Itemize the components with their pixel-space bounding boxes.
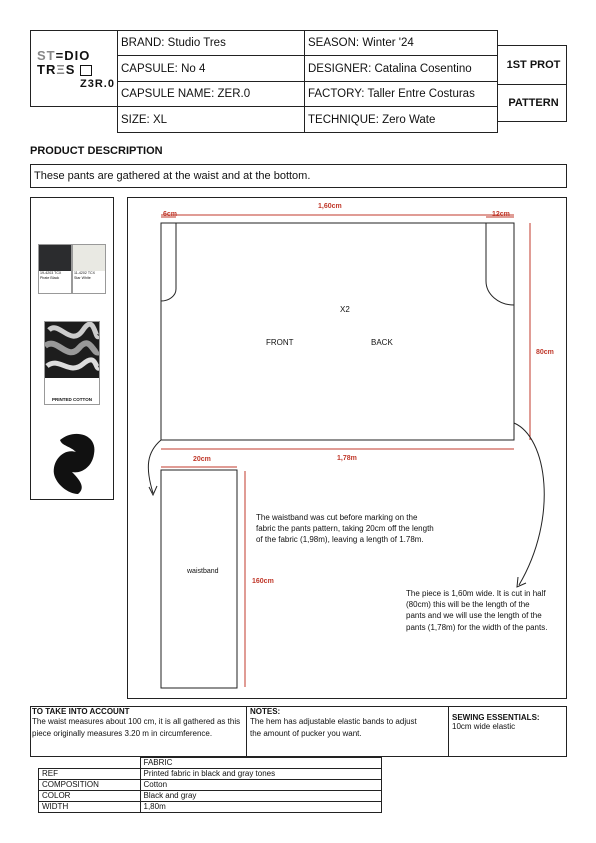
width-bottom-label: 1,78m	[337, 455, 357, 462]
waistband-height-label: 160cm	[252, 578, 274, 585]
account-text: The waist measures about 100 cm, it is all gathered as this piece originally measures 3.20 m in circumference.	[32, 717, 241, 738]
print-label: PRINTED COTTON	[52, 397, 92, 402]
description-text: These pants are gathered at the waist and at the bottom.	[30, 164, 567, 188]
account-title: TO TAKE INTO ACCOUNT	[32, 707, 130, 716]
notes-text: The hem has adjustable elastic bands to adjust the amount of pucker you want.	[250, 717, 417, 738]
color1-name: Pirate Black	[40, 276, 60, 280]
color-label: COLOR	[39, 791, 141, 802]
notes-title: NOTES:	[250, 707, 281, 716]
print-swatch	[44, 321, 100, 405]
color1-code: 19-4203 TCX	[40, 271, 62, 275]
season-cell: SEASON: Winter '24	[304, 30, 498, 56]
width-label: WIDTH	[39, 802, 141, 813]
color2-code: 11-4202 TCX	[74, 271, 96, 275]
width-top-label: 1,60cm	[318, 203, 342, 210]
sewing-section	[448, 707, 566, 756]
size-cell: SIZE: XL	[117, 106, 305, 133]
elastic-roll-image	[50, 428, 100, 496]
fabric-header: FABRIC	[140, 758, 382, 769]
capsule-name-cell: CAPSULE NAME: ZER.0	[117, 81, 305, 107]
back-label: BACK	[371, 338, 393, 347]
table-row	[39, 758, 382, 769]
ref-value: Printed fabric in black and gray tones	[140, 769, 382, 780]
color2-name: Star White	[74, 276, 91, 280]
doc-type-cell: PATTERN	[497, 84, 567, 122]
description-heading: PRODUCT DESCRIPTION	[30, 145, 163, 157]
table-row	[39, 769, 382, 780]
notes-section	[246, 707, 446, 756]
composition-value: Cotton	[140, 780, 382, 791]
right-cut-label: 12cm	[492, 211, 510, 218]
table-row	[39, 780, 382, 791]
width-value: 1,80m	[140, 802, 382, 813]
account-section	[32, 707, 242, 740]
multiplier-label: X2	[340, 305, 350, 314]
left-cut-label: 6cm	[163, 211, 178, 218]
color-swatch-white	[72, 244, 106, 294]
ref-label: REF	[39, 769, 141, 780]
print-pattern-image	[45, 322, 99, 378]
height-label: 80cm	[536, 349, 554, 356]
sewing-text: 10cm wide elastic	[452, 722, 516, 731]
factory-cell: FACTORY: Taller Entre Costuras	[304, 81, 498, 107]
logo-box	[30, 30, 118, 107]
waistband-label: waistband	[187, 568, 219, 575]
table-row	[39, 791, 382, 802]
technique-cell: TECHNIQUE: Zero Wate	[304, 106, 498, 133]
designer-cell: DESIGNER: Catalina Cosentino	[304, 55, 498, 82]
waistband-width-label: 20cm	[193, 456, 211, 463]
composition-label: COMPOSITION	[39, 780, 141, 791]
brand-cell: BRAND: Studio Tres	[117, 30, 305, 56]
front-label: FRONT	[266, 338, 294, 347]
color-value: Black and gray	[140, 791, 382, 802]
waistband-note: The waistband was cut before marking on the fabric the pants pattern, taking 20cm off the length of the fabric (1,98m), leaving a length of 1.78m.	[256, 513, 434, 545]
capsule-cell: CAPSULE: No 4	[117, 55, 305, 82]
sewing-title: SEWING ESSENTIALS:	[452, 713, 540, 722]
color-swatch-black	[38, 244, 72, 294]
piece-note: The piece is 1,60m wide. It is cut in half (80cm) this will be the length of the pants and we will use the length of the pants (1,78m) for the width of the pants.	[406, 589, 548, 632]
table-row	[39, 802, 382, 813]
stage-cell: 1ST PROT	[497, 45, 567, 85]
brand-logo: ST=DIO TRΞS Z3R.0	[37, 48, 115, 90]
fabric-table	[38, 757, 382, 813]
